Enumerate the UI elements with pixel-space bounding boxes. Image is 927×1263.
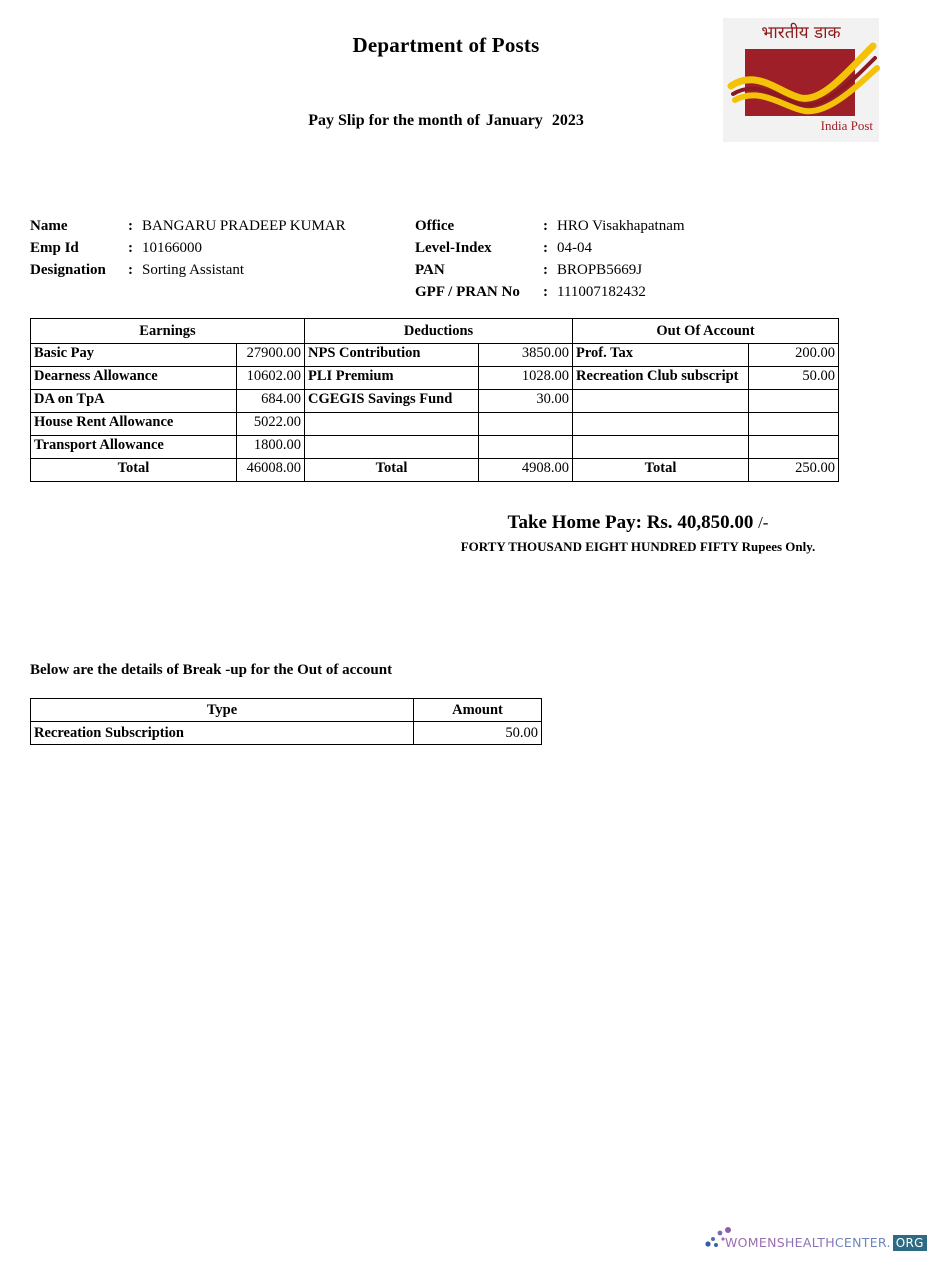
deduction-desc: PLI Premium: [305, 367, 479, 390]
info-value-emp-id: 10166000: [142, 240, 202, 256]
info-value-gpf-pran: 111007182432: [557, 284, 646, 300]
info-label-gpf-pran: GPF / PRAN No: [415, 284, 520, 300]
outofaccount-desc: Prof. Tax: [573, 344, 749, 367]
womenshealthcenter-logo: [703, 1226, 924, 1256]
outofaccount-amount: [749, 413, 839, 436]
breakup-amount: 50.00: [414, 722, 542, 745]
breakup-table-header-row: [31, 699, 542, 722]
take-home-pay-suffix: /-: [758, 513, 769, 532]
info-row-level-index: [415, 240, 860, 261]
outofaccount-desc: [573, 436, 749, 459]
take-home-pay-line: [438, 512, 838, 534]
info-colon: :: [543, 284, 548, 300]
info-colon: :: [543, 218, 548, 234]
outofaccount-amount: [749, 390, 839, 413]
pay-table-header-deductions: Deductions: [305, 319, 573, 344]
info-value-level-index: 04-04: [557, 240, 592, 256]
info-colon: :: [543, 262, 548, 278]
page-title: Department of Posts: [352, 33, 540, 57]
pay-table: [30, 318, 839, 482]
deduction-amount: 3850.00: [479, 344, 573, 367]
info-row-designation: [30, 262, 410, 283]
pay-table-header-earnings: Earnings: [31, 319, 305, 344]
table-row: [31, 722, 542, 745]
deduction-amount: 30.00: [479, 390, 573, 413]
earning-desc: Basic Pay: [31, 344, 237, 367]
earning-amount: 684.00: [237, 390, 305, 413]
brand-tld-badge: ORG: [893, 1235, 927, 1251]
outofaccount-amount: 200.00: [749, 344, 839, 367]
info-colon: :: [128, 262, 133, 278]
breakup-table: [30, 698, 542, 745]
info-value-designation: Sorting Assistant: [142, 262, 245, 278]
deduction-desc: CGEGIS Savings Fund: [305, 390, 479, 413]
amount-in-words: [438, 539, 838, 555]
take-home-pay-label: Take Home Pay:: [507, 512, 642, 533]
outofaccount-desc: [573, 413, 749, 436]
info-label-level-index: Level-Index: [415, 240, 492, 256]
logo-name-text: India Post: [820, 118, 873, 133]
pay-table-header-row: [31, 319, 839, 344]
pay-period-month: January: [485, 112, 543, 129]
outofaccount-desc: [573, 390, 749, 413]
info-row-office: [415, 218, 860, 239]
deduction-amount: [479, 436, 573, 459]
india-post-logo: [723, 18, 879, 142]
breakup-header-amount: Amount: [414, 699, 542, 722]
info-value-office: HRO Visakhapatnam: [557, 218, 685, 234]
earning-desc: DA on TpA: [31, 390, 237, 413]
info-label-emp-id: Emp Id: [30, 240, 79, 256]
take-home-pay-amount: 40,850.00: [677, 512, 754, 533]
earning-desc: Dearness Allowance: [31, 367, 237, 390]
breakup-type: Recreation Subscription: [31, 722, 414, 745]
deductions-total-amount: 4908.00: [479, 459, 573, 482]
info-label-designation: Designation: [30, 262, 106, 278]
info-value-name: BANGARU PRADEEP KUMAR: [142, 218, 346, 234]
earnings-total-label: Total: [31, 459, 237, 482]
table-row: [31, 344, 839, 367]
info-row-emp-id: [30, 240, 410, 261]
earning-desc: House Rent Allowance: [31, 413, 237, 436]
earning-amount: 27900.00: [237, 344, 305, 367]
employee-info-right-column: [415, 218, 860, 306]
info-value-pan: BROPB5669J: [557, 262, 643, 278]
earning-desc: Transport Allowance: [31, 436, 237, 459]
info-colon: :: [128, 218, 133, 234]
info-row-pan: [415, 262, 860, 283]
outofaccount-desc: Recreation Club subscript: [573, 367, 749, 390]
deduction-amount: 1028.00: [479, 367, 573, 390]
brand-part-health: HEALTH: [784, 1235, 835, 1250]
outofaccount-total-amount: 250.00: [749, 459, 839, 482]
breakup-header-type: Type: [31, 699, 414, 722]
earning-amount: 10602.00: [237, 367, 305, 390]
info-label-name: Name: [30, 218, 68, 234]
logo-hindi-text: भारतीय डाक: [761, 23, 841, 43]
info-row-name: [30, 218, 410, 239]
outofaccount-amount: 50.00: [749, 367, 839, 390]
pay-period-prefix: Pay Slip for the month of: [308, 112, 480, 129]
info-colon: :: [128, 240, 133, 256]
pay-period-year: 2023: [551, 112, 584, 129]
breakup-heading: Below are the details of Break -up for the Out of account: [30, 662, 393, 678]
amount-in-words-caps: FORTY THOUSAND EIGHT HUNDRED FIFTY: [460, 539, 739, 554]
table-row: [31, 367, 839, 390]
brand-part-womens: WOMENS: [725, 1235, 785, 1250]
info-label-office: Office: [415, 218, 455, 234]
deduction-amount: [479, 413, 573, 436]
deduction-desc: NPS Contribution: [305, 344, 479, 367]
pay-table-header-out-of-account: Out Of Account: [573, 319, 839, 344]
table-row: [31, 413, 839, 436]
logo-swoosh-icon: [723, 38, 879, 118]
earnings-total-amount: 46008.00: [237, 459, 305, 482]
pay-table-total-row: [31, 459, 839, 482]
brand-text: [725, 1235, 927, 1250]
table-row: [31, 390, 839, 413]
earning-amount: 1800.00: [237, 436, 305, 459]
table-row: [31, 436, 839, 459]
earning-amount: 5022.00: [237, 413, 305, 436]
take-home-pay-currency: Rs.: [646, 512, 673, 533]
deduction-desc: [305, 413, 479, 436]
outofaccount-total-label: Total: [573, 459, 749, 482]
amount-in-words-tail: Rupees Only.: [741, 539, 816, 554]
info-row-gpf-pran: [415, 284, 860, 305]
outofaccount-amount: [749, 436, 839, 459]
brand-part-center: CENTER.: [834, 1235, 891, 1250]
info-colon: :: [543, 240, 548, 256]
employee-info-left-column: [30, 218, 410, 284]
deductions-total-label: Total: [305, 459, 479, 482]
info-label-pan: PAN: [415, 262, 445, 278]
deduction-desc: [305, 436, 479, 459]
